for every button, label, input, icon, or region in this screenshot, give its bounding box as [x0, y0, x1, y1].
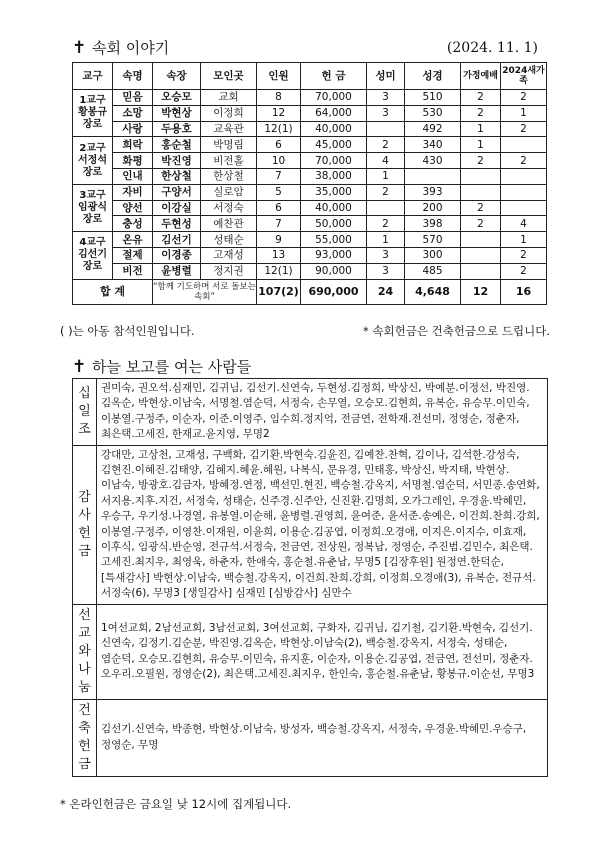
offering-category-part: 헌금 — [78, 738, 91, 772]
offering-category-part: 감 — [78, 489, 91, 505]
cell-group-name: 비전 — [113, 263, 153, 279]
cell-meeting-place: 교육관 — [201, 121, 257, 137]
cell-bible: 570 — [405, 232, 461, 248]
cell-group-name: 온유 — [113, 232, 153, 248]
cell-offering: 45,000 — [301, 137, 367, 153]
cell-people: 8 — [257, 90, 301, 106]
cell-group-name: 사랑 — [113, 121, 153, 137]
cell-new-family — [501, 137, 547, 153]
cell-rice: 4 — [367, 153, 405, 169]
cell-bible: 430 — [405, 153, 461, 169]
attendance-row — [73, 232, 547, 248]
cell-offering: 93,000 — [301, 247, 367, 263]
cell-bible — [405, 168, 461, 184]
cell-bible: 200 — [405, 200, 461, 216]
cell-bible: 485 — [405, 263, 461, 279]
cell-people: 10 — [257, 153, 301, 169]
cell-family-worship: 2 — [461, 105, 501, 121]
cell-meeting-place: 비전홀 — [201, 153, 257, 169]
cell-leader: 김선기 — [153, 232, 201, 248]
cell-meeting-place: 한상철 — [201, 168, 257, 184]
cross-icon: ✝ — [72, 356, 87, 377]
cell-rice: 2 — [367, 216, 405, 232]
offering-category-part: 건축 — [78, 702, 91, 736]
cell-leader: 박현상 — [153, 105, 201, 121]
cell-group-name: 소망 — [113, 105, 153, 121]
attendance-header-row — [73, 63, 547, 90]
cell-new-family: 2 — [501, 90, 547, 106]
attendance-row — [73, 168, 547, 184]
cell-offering: 64,000 — [301, 105, 367, 121]
cell-meeting-place: 박명림 — [201, 137, 257, 153]
cell-family-worship — [461, 232, 501, 248]
cell-offering: 40,000 — [301, 200, 367, 216]
cell-rice — [367, 121, 405, 137]
cell-leader: 오승모 — [153, 90, 201, 106]
cell-rice: 3 — [367, 263, 405, 279]
cell-meeting-place: 서정숙 — [201, 200, 257, 216]
attendance-total-row — [73, 279, 547, 304]
offering-category-part: 나눔 — [78, 661, 91, 695]
cell-family-worship: 2 — [461, 216, 501, 232]
header-group-name: 속명 — [113, 63, 153, 90]
header-new-family: 2024새가족 — [501, 63, 547, 90]
cell-new-family — [501, 200, 547, 216]
cell-group-name: 자비 — [113, 184, 153, 200]
cell-meeting-place: 예찬관 — [201, 216, 257, 232]
cell-group-name: 양선 — [113, 200, 153, 216]
cell-leader: 두현성 — [153, 216, 201, 232]
cell-people: 9 — [257, 232, 301, 248]
cell-new-family: 1 — [501, 232, 547, 248]
cell-group-name: 인내 — [113, 168, 153, 184]
cell-meeting-place: 정지권 — [201, 263, 257, 279]
offering-category — [73, 699, 97, 776]
cell-rice: 1 — [367, 168, 405, 184]
offering-category — [73, 379, 97, 446]
offerings-table — [72, 378, 548, 777]
attendance-row — [73, 121, 547, 137]
total-rice: 24 — [367, 279, 405, 304]
cell-leader: 한상철 — [153, 168, 201, 184]
total-new-family: 16 — [501, 279, 547, 304]
offering-names: 권미숙, 권오석.심재민, 김귀님, 김선기.신연숙, 두현성.김정희, 박상신, 박예분.이정선, 박진영.김옥순, 박현상.이남숙, 서명철.염순덕, 서정숙, 손무열, 오승모.김현희, 유복순, 유승무.이민숙, 이봉열.구정주, 이순자, 이준.이영주, 임수희.정지억, 전금연, 전학재.전선미, 정영순, 정춘자, 최은택.고세진, 한재교.윤지영, 무명2 — [97, 379, 548, 446]
header-leader: 속장 — [153, 63, 201, 90]
cell-new-family: 1 — [501, 105, 547, 121]
district-label: 3교구 임광식 장로 — [73, 184, 113, 231]
cell-rice: 2 — [367, 184, 405, 200]
cell-people: 5 — [257, 184, 301, 200]
header-district: 교구 — [73, 63, 113, 90]
offering-category-part: 일 — [78, 403, 91, 419]
cell-people: 6 — [257, 200, 301, 216]
cell-offering: 70,000 — [301, 90, 367, 106]
report-date: (2024. 11. 1) — [446, 40, 538, 56]
cell-family-worship — [461, 247, 501, 263]
attendance-table — [72, 62, 547, 305]
cell-family-worship — [461, 184, 501, 200]
cell-family-worship: 2 — [461, 153, 501, 169]
cell-family-worship — [461, 168, 501, 184]
cell-rice: 3 — [367, 105, 405, 121]
cell-new-family — [501, 184, 547, 200]
cell-new-family: 4 — [501, 216, 547, 232]
cell-group-name: 충성 — [113, 216, 153, 232]
cell-bible: 300 — [405, 247, 461, 263]
cell-bible: 530 — [405, 105, 461, 121]
cell-bible: 393 — [405, 184, 461, 200]
cell-meeting-place: 이정희 — [201, 105, 257, 121]
offering-names: 김선기.신연숙, 박종현, 박현상.이남숙, 방성자, 백승철.강옥지, 서정숙, 우경윤.박혜민.우승구, 정영순, 무명 — [97, 699, 548, 776]
offering-row — [73, 445, 548, 604]
cell-new-family: 2 — [501, 263, 547, 279]
cell-rice — [367, 200, 405, 216]
offering-category-part: 조 — [78, 421, 91, 437]
cell-leader: 홍순철 — [153, 137, 201, 153]
cell-people: 12(1) — [257, 263, 301, 279]
cell-bible: 492 — [405, 121, 461, 137]
cell-family-worship: 1 — [461, 137, 501, 153]
cell-leader: 구양서 — [153, 184, 201, 200]
cell-people: 12 — [257, 105, 301, 121]
attendance-row — [73, 105, 547, 121]
total-bible: 4,648 — [405, 279, 461, 304]
section-title-offerings — [72, 356, 251, 377]
cell-leader: 이경종 — [153, 247, 201, 263]
district-label: 1교구 황봉규 장로 — [73, 90, 113, 137]
cell-leader: 윤병렬 — [153, 263, 201, 279]
header-offering: 헌 금 — [301, 63, 367, 90]
cell-meeting-place: 고재성 — [201, 247, 257, 263]
offering-category — [73, 604, 97, 699]
cell-new-family — [501, 168, 547, 184]
attendance-row — [73, 263, 547, 279]
offering-category-part: 와 — [78, 643, 91, 659]
cell-rice: 3 — [367, 90, 405, 106]
attendance-row — [73, 216, 547, 232]
cell-group-name: 믿음 — [113, 90, 153, 106]
cell-new-family: 2 — [501, 153, 547, 169]
cell-group-name: 절제 — [113, 247, 153, 263]
total-offering: 690,000 — [301, 279, 367, 304]
header-family-worship: 가정예배 — [461, 63, 501, 90]
header-rice: 성미 — [367, 63, 405, 90]
cell-meeting-place: 교회 — [201, 90, 257, 106]
cell-bible: 510 — [405, 90, 461, 106]
cell-offering: 35,000 — [301, 184, 367, 200]
cell-new-family: 2 — [501, 247, 547, 263]
offering-row — [73, 379, 548, 446]
cell-family-worship — [461, 263, 501, 279]
online-offering-note: * 온라인헌금은 금요일 낮 12시에 집계됩니다. — [60, 797, 292, 811]
offering-usage-note: * 속회헌금은 건축헌금으로 드립니다. — [362, 324, 550, 338]
cell-family-worship: 2 — [461, 200, 501, 216]
offering-category-part: 십 — [78, 385, 91, 401]
total-family-worship: 12 — [461, 279, 501, 304]
offering-category-part: 헌 — [78, 525, 91, 541]
cell-bible: 398 — [405, 216, 461, 232]
attendance-row — [73, 200, 547, 216]
offering-category-part: 금 — [78, 543, 91, 559]
header-bible: 성경 — [405, 63, 461, 90]
cell-group-name: 희락 — [113, 137, 153, 153]
section1-title: 속회 이야기 — [92, 39, 170, 57]
offering-row — [73, 604, 548, 699]
cell-offering: 50,000 — [301, 216, 367, 232]
offering-row — [73, 699, 548, 776]
header-meeting-place: 모인곳 — [201, 63, 257, 90]
cell-meeting-place: 성태순 — [201, 232, 257, 248]
attendance-row — [73, 137, 547, 153]
district-label: 4교구 김선기 장로 — [73, 232, 113, 279]
attendance-row — [73, 90, 547, 106]
total-label: 합 계 — [73, 279, 153, 304]
cell-leader: 이강실 — [153, 200, 201, 216]
cell-offering: 40,000 — [301, 121, 367, 137]
cell-rice: 1 — [367, 232, 405, 248]
offering-names: 강대만, 고상천, 고재성, 구백화, 김기환.박현숙.김윤진, 김예찬.찬혁, 김이나, 김석한.강성숙, 김현진.이혜진.김태양, 김혜지.혜윤.혜원, 나복식, 문유경, 민태홍, 박상신, 박지태, 박현상.이남숙, 방광호.김금자, 방혜정.연정, 백선민.현진, 백승철.강옥지, 서명철.염순덕, 서민종.송연화, 서지용.지후.지건, 서정숙, 성태순, 신주경.신주안, 신진환.김명희, 오가그레인, 우경윤.박혜민, 우승구, 우기성.나경열, 유봉열.이순해, 윤병렬.권영희, 윤여준, 윤서준.송예은, 이건희.찬희.강희, 이봉열.구정주, 이영찬.이재원, 이윤희, 이용순.김공엽, 이정희.오경애, 이지은.이지수, 이효재, 이후식, 임광식.반순영, 전규석.서정숙, 전금연, 전상원, 정복남, 정영순, 주진범.김민수, 최은택.고세진.최지우, 최영욱, 하춘자, 한애숙, 홍순철.유춘남, 무명5 [김장후원] 원정연.한덕순, [특새감사] 박현상.이남숙, 백승철.강옥지, 이건희.찬희.강희, 이정희.오경애(3), 유복순, 전규석.서정숙(6), 무명3 [생일감사] 심재민 [심방감사] 심만수 — [97, 445, 548, 604]
district-label: 2교구 서정석 장로 — [73, 137, 113, 184]
offering-category-part: 사 — [78, 507, 91, 523]
cell-family-worship: 2 — [461, 90, 501, 106]
cell-rice: 3 — [367, 247, 405, 263]
cell-people: 12(1) — [257, 121, 301, 137]
cell-group-name: 화평 — [113, 153, 153, 169]
cell-offering: 90,000 — [301, 263, 367, 279]
cell-offering: 38,000 — [301, 168, 367, 184]
cell-meeting-place: 실로암 — [201, 184, 257, 200]
cell-bible: 340 — [405, 137, 461, 153]
cell-people: 13 — [257, 247, 301, 263]
cross-icon: ✝ — [72, 37, 87, 58]
cell-rice: 2 — [367, 137, 405, 153]
header-people: 인원 — [257, 63, 301, 90]
total-note: “함께 기도하며 서로 돌보는 속회” — [153, 279, 257, 304]
cell-family-worship: 1 — [461, 121, 501, 137]
cell-leader: 두용호 — [153, 121, 201, 137]
cell-people: 7 — [257, 168, 301, 184]
cell-leader: 박진영 — [153, 153, 201, 169]
cell-offering: 70,000 — [301, 153, 367, 169]
section-title-cell-group — [72, 37, 169, 58]
offering-category-part: 선교 — [78, 607, 91, 641]
attendance-row — [73, 184, 547, 200]
section2-title: 하늘 보고를 여는 사람들 — [92, 358, 252, 376]
cell-people: 7 — [257, 216, 301, 232]
offering-names: 1여선교회, 2남선교회, 3남선교회, 3여선교회, 구화자, 김귀님, 김기철, 김기환.박현숙, 김선기.신연숙, 김정기.김순분, 박진영.김옥순, 박현상.이남숙(2), 백승철.강옥지, 서정숙, 성태순, 염순덕, 오승모.김현희, 유승무.이민숙, 유지훈, 이순자, 이용순.김공엽, 전금연, 전선미, 정춘자.오우리.오필원, 정영순(2), 최은택.고세진.최지우, 한인숙, 홍순철.유춘남, 황봉규.이순선, 무명3 — [97, 604, 548, 699]
offering-category — [73, 445, 97, 604]
attendance-footnote — [60, 323, 550, 339]
cell-people: 6 — [257, 137, 301, 153]
attendance-row — [73, 247, 547, 263]
cell-new-family: 2 — [501, 121, 547, 137]
attendance-row — [73, 153, 547, 169]
child-count-note: ( )는 아동 참석인원입니다. — [60, 324, 195, 338]
cell-offering: 55,000 — [301, 232, 367, 248]
total-people: 107(2) — [257, 279, 301, 304]
